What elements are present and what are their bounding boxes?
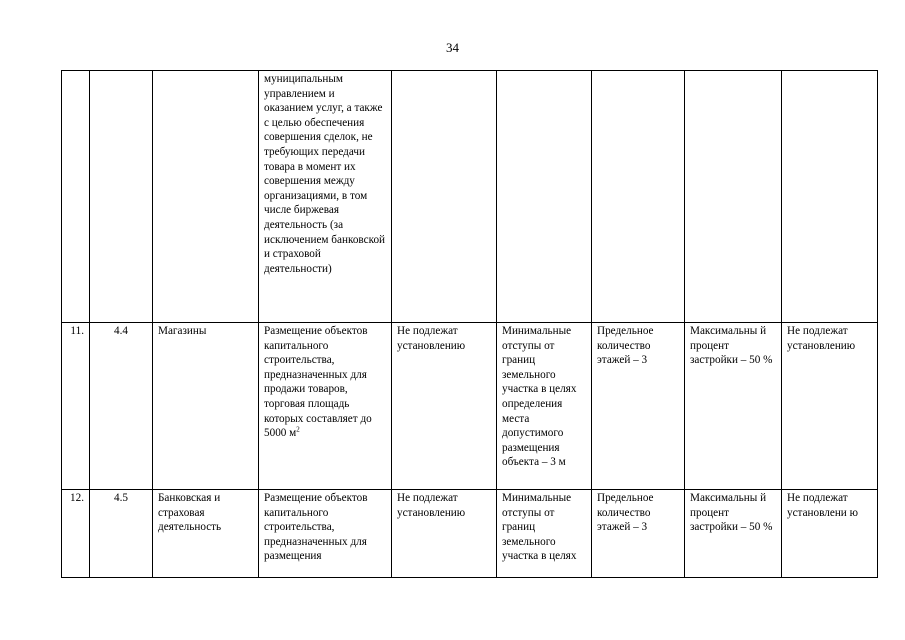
coverage-cell bbox=[685, 71, 782, 323]
table-row bbox=[62, 71, 878, 323]
use-description-text: Размещение объектов капитального строительства, предназначенных для продажи товаров, торговая площадь которых составляет до 5000 м bbox=[264, 325, 372, 440]
use-description-cell bbox=[259, 490, 392, 578]
superscript: 2 bbox=[296, 425, 300, 434]
use-code-cell bbox=[90, 71, 153, 323]
other-params-cell bbox=[782, 71, 878, 323]
use-code-cell: 4.5 bbox=[90, 490, 153, 578]
other-params-cell: Не подлежат установлению bbox=[782, 323, 878, 490]
zoning-regulations-table bbox=[61, 70, 878, 578]
plot-area-cell: Не подлежат установлению bbox=[392, 490, 497, 578]
floors-cell: Предельное количество этажей – 3 bbox=[592, 323, 685, 490]
setbacks-cell bbox=[497, 71, 592, 323]
plot-area-cell: Не подлежат установлению bbox=[392, 323, 497, 490]
setbacks-cell: Минимальные отступы от границ земельного участка в целях bbox=[497, 490, 592, 578]
use-description-cell bbox=[259, 323, 392, 490]
use-description-text: муниципальным управлением и оказанием услуг, а также с целью обеспечения совершения сделок, не требующих передачи товара в момент их совершения между организациями, в том числе биржевая деятельность (за исключением банковской и страховой деятельности) bbox=[264, 73, 386, 275]
other-params-cell: Не подлежат установлени ю bbox=[782, 490, 878, 578]
floors-cell bbox=[592, 71, 685, 323]
row-number-cell: 12. bbox=[62, 490, 90, 578]
coverage-cell: Максимальны й процент застройки – 50 % bbox=[685, 490, 782, 578]
use-name-cell bbox=[153, 71, 259, 323]
table-row bbox=[62, 490, 878, 578]
row-number-cell bbox=[62, 71, 90, 323]
use-description-text: Размещение объектов капитального строительства, предназначенных для размещения bbox=[264, 492, 368, 563]
use-name-cell: Магазины bbox=[153, 323, 259, 490]
setbacks-cell: Минимальные отступы от границ земельного участка в целях определения места допустимого размещения объекта – 3 м bbox=[497, 323, 592, 490]
use-description-cell bbox=[259, 71, 392, 323]
coverage-cell: Максимальны й процент застройки – 50 % bbox=[685, 323, 782, 490]
use-code-cell: 4.4 bbox=[90, 323, 153, 490]
page-number: 34 bbox=[446, 40, 459, 55]
row-number-cell: 11. bbox=[62, 323, 90, 490]
table-row bbox=[62, 323, 878, 490]
plot-area-cell bbox=[392, 71, 497, 323]
use-name-cell: Банковская и страховая деятельность bbox=[153, 490, 259, 578]
floors-cell: Предельное количество этажей – 3 bbox=[592, 490, 685, 578]
